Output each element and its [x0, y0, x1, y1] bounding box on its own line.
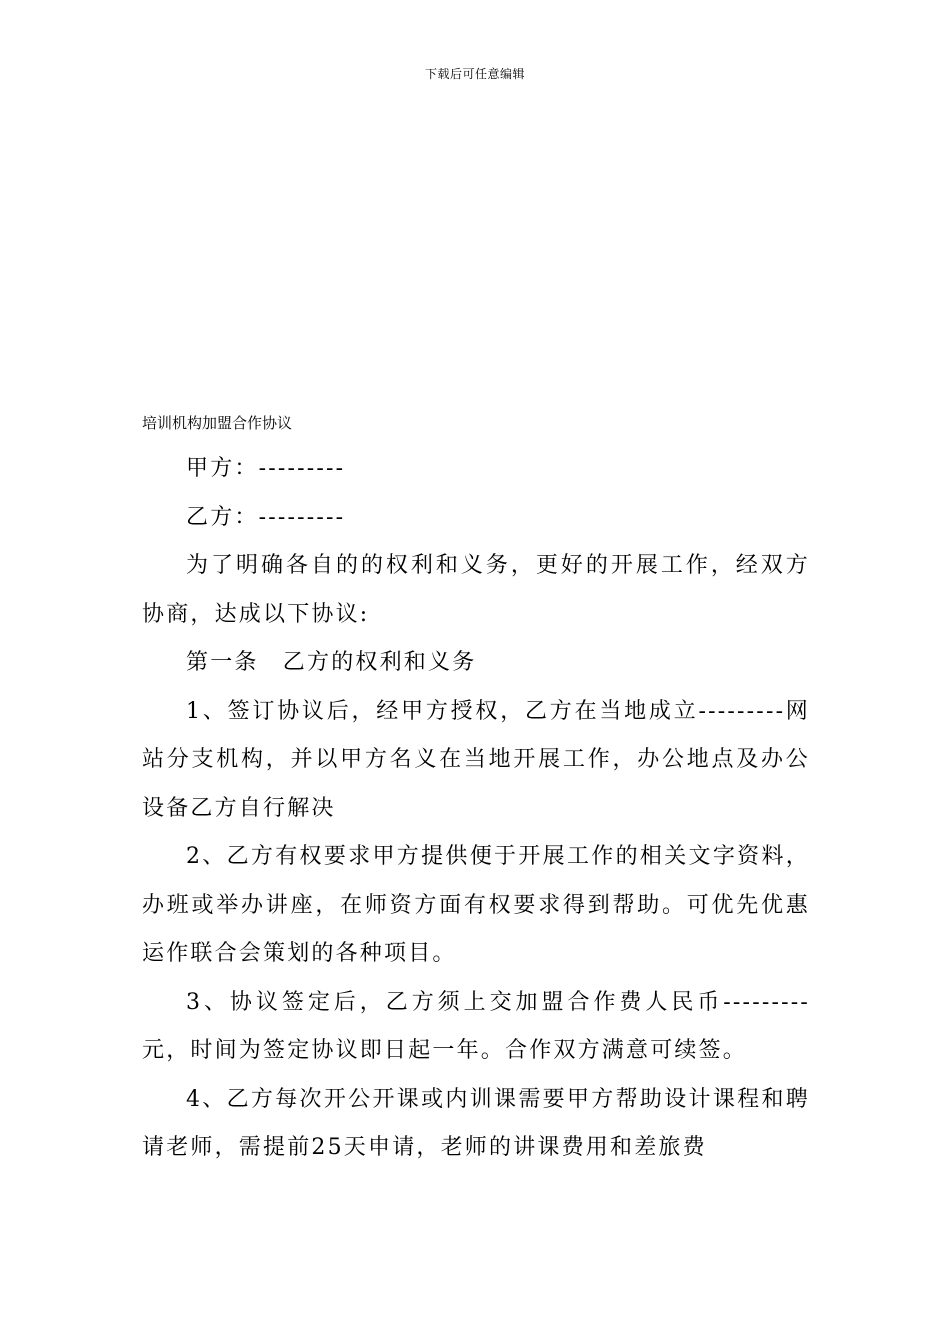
- clause-1: 1、签订协议后，经甲方授权，乙方在当地成立---------网站分支机构，并以甲方名义在当地开展工作，办公地点及办公设备乙方自行解决: [142, 698, 810, 821]
- intro-paragraph: 为了明确各自的的权利和义务，更好的开展工作，经双方协商，达成以下协议:: [142, 553, 810, 627]
- document-body: [142, 445, 810, 1173]
- clause-4: 4、乙方每次开公开课或内训课需要甲方帮助设计课程和聘请老师，需提前25天申请，老师的讲课费用和差旅费: [142, 1086, 810, 1160]
- header-note: 下载后可任意编辑: [424, 67, 525, 81]
- party-b-line: 乙方：---------: [186, 504, 346, 530]
- clause-2: 2、乙方有权要求甲方提供便于开展工作的相关文字资料，办班或举办讲座，在师资方面有权要求得到帮助。可优先优惠运作联合会策划的各种项目。: [142, 844, 810, 966]
- clause-3: 3、协议签定后，乙方须上交加盟合作费人民币---------元，时间为签定协议即日起一年。合作双方满意可续签。: [142, 989, 810, 1063]
- document-title: 培训机构加盟合作协议: [142, 414, 293, 432]
- party-a-line: 甲方：---------: [186, 456, 346, 481]
- article-1-heading: 第一条 乙方的权利和义务: [186, 650, 477, 675]
